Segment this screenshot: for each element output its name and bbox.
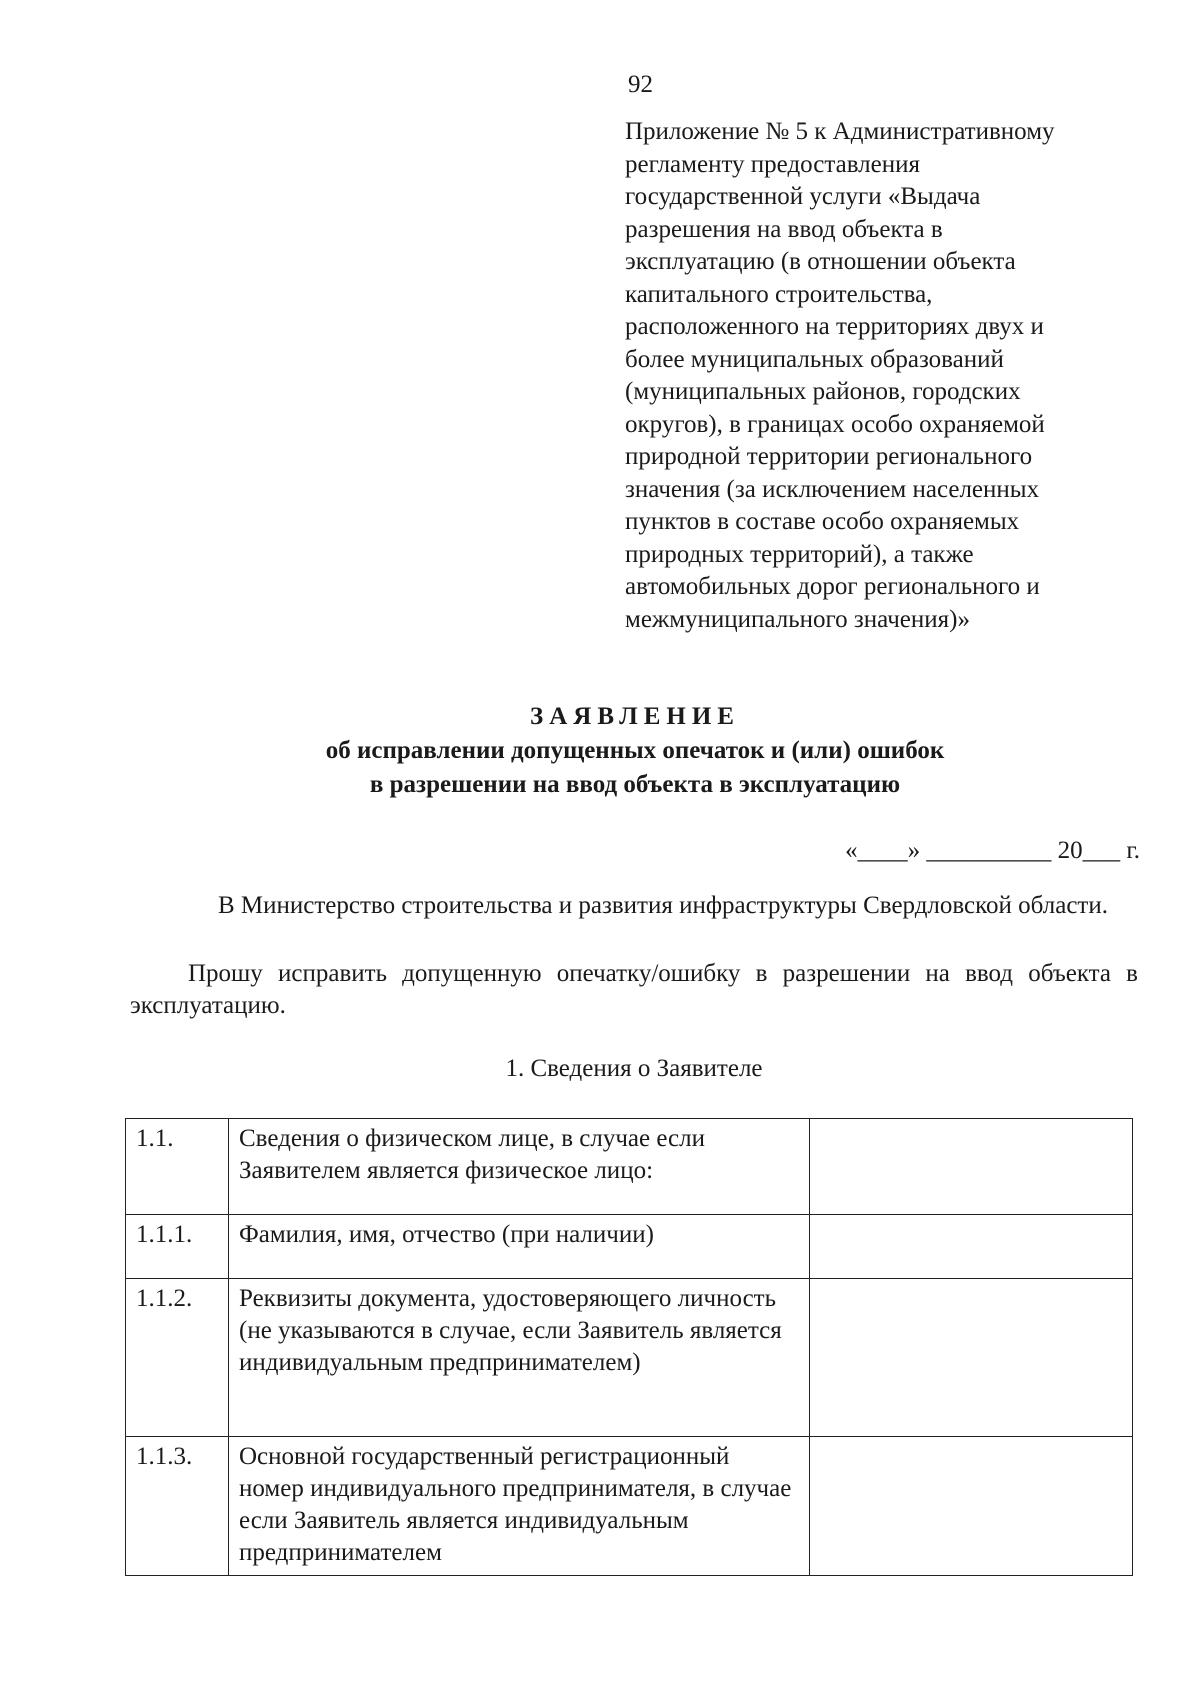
row-number: 1.1.2. [126, 1279, 229, 1437]
appendix-line: пунктов в составе особо охраняемых [625, 508, 1020, 535]
appendix-line: эксплуатацию (в отношении объекта [625, 248, 1016, 275]
appendix-line: округов), в границах особо охраняемой [625, 410, 1045, 438]
appendix-line: расположенного на территориях двух и [625, 313, 1044, 340]
row-label: Фамилия, имя, отчество (при наличии) [229, 1215, 810, 1279]
date-field[interactable]: «____» __________ 20___ г. [845, 837, 1140, 864]
row-value-field[interactable] [810, 1119, 1133, 1215]
appendix-block [625, 116, 1095, 636]
appendix-line: межмуниципального значения)» [625, 605, 970, 633]
row-label: Реквизиты документа, удостоверяющего личность (не указываются в случае, если Заявитель является индивидуальным предпринимателем) [229, 1279, 810, 1437]
appendix-line: разрешения на ввод объекта в [625, 215, 943, 243]
document-title: ЗАЯВЛЕНИЕ [530, 703, 740, 730]
row-value-field[interactable] [810, 1279, 1133, 1437]
appendix-line: государственной услуги «Выдача [625, 183, 981, 210]
section-heading: 1. Сведения о Заявителе [505, 1055, 763, 1082]
table-row [126, 1215, 1133, 1279]
request-paragraph: Прошу исправить допущенную опечатку/ошибку в разрешении на ввод объекта в эксплуатацию. [130, 960, 1138, 1019]
row-label: Сведения о физическом лице, в случае если Заявителем является физическое лицо: [229, 1119, 810, 1215]
document-subtitle: в разрешении на ввод объекта в эксплуатацию [369, 771, 901, 798]
table-row [126, 1437, 1133, 1576]
row-label: Основной государственный регистрационный номер индивидуального предпринимателя, в случае если Заявитель является индивидуальным предпринимателем [229, 1437, 810, 1576]
appendix-line: капитального строительства, [625, 280, 933, 308]
appendix-line: значения (за исключением населенных [625, 475, 1040, 503]
appendix-line: регламенту предоставления [625, 150, 921, 178]
appendix-line: (муниципальных районов, городских [625, 378, 1021, 405]
applicant-table [125, 1118, 1133, 1576]
appendix-line: Приложение № 5 к Административному [625, 118, 1055, 145]
title-block [100, 700, 1170, 802]
row-value-field[interactable] [810, 1437, 1133, 1576]
document-subtitle: об исправлении допущенных опечаток и (или) ошибок [325, 737, 945, 764]
appendix-line: природной территории регионального [625, 443, 1033, 470]
row-number: 1.1. [126, 1119, 229, 1215]
appendix-line: автомобильных дорог регионального и [625, 573, 1040, 600]
row-number: 1.1.1. [126, 1215, 229, 1279]
appendix-line: более муниципальных образований [625, 345, 1004, 373]
table-row [126, 1119, 1133, 1215]
addressee-paragraph: В Министерство строительства и развития инфраструктуры Свердловской области. [218, 892, 1108, 919]
page-number: 92 [628, 71, 653, 98]
row-value-field[interactable] [810, 1215, 1133, 1279]
table-row [126, 1279, 1133, 1437]
row-number: 1.1.3. [126, 1437, 229, 1576]
appendix-line: природных территорий), а также [625, 540, 974, 568]
